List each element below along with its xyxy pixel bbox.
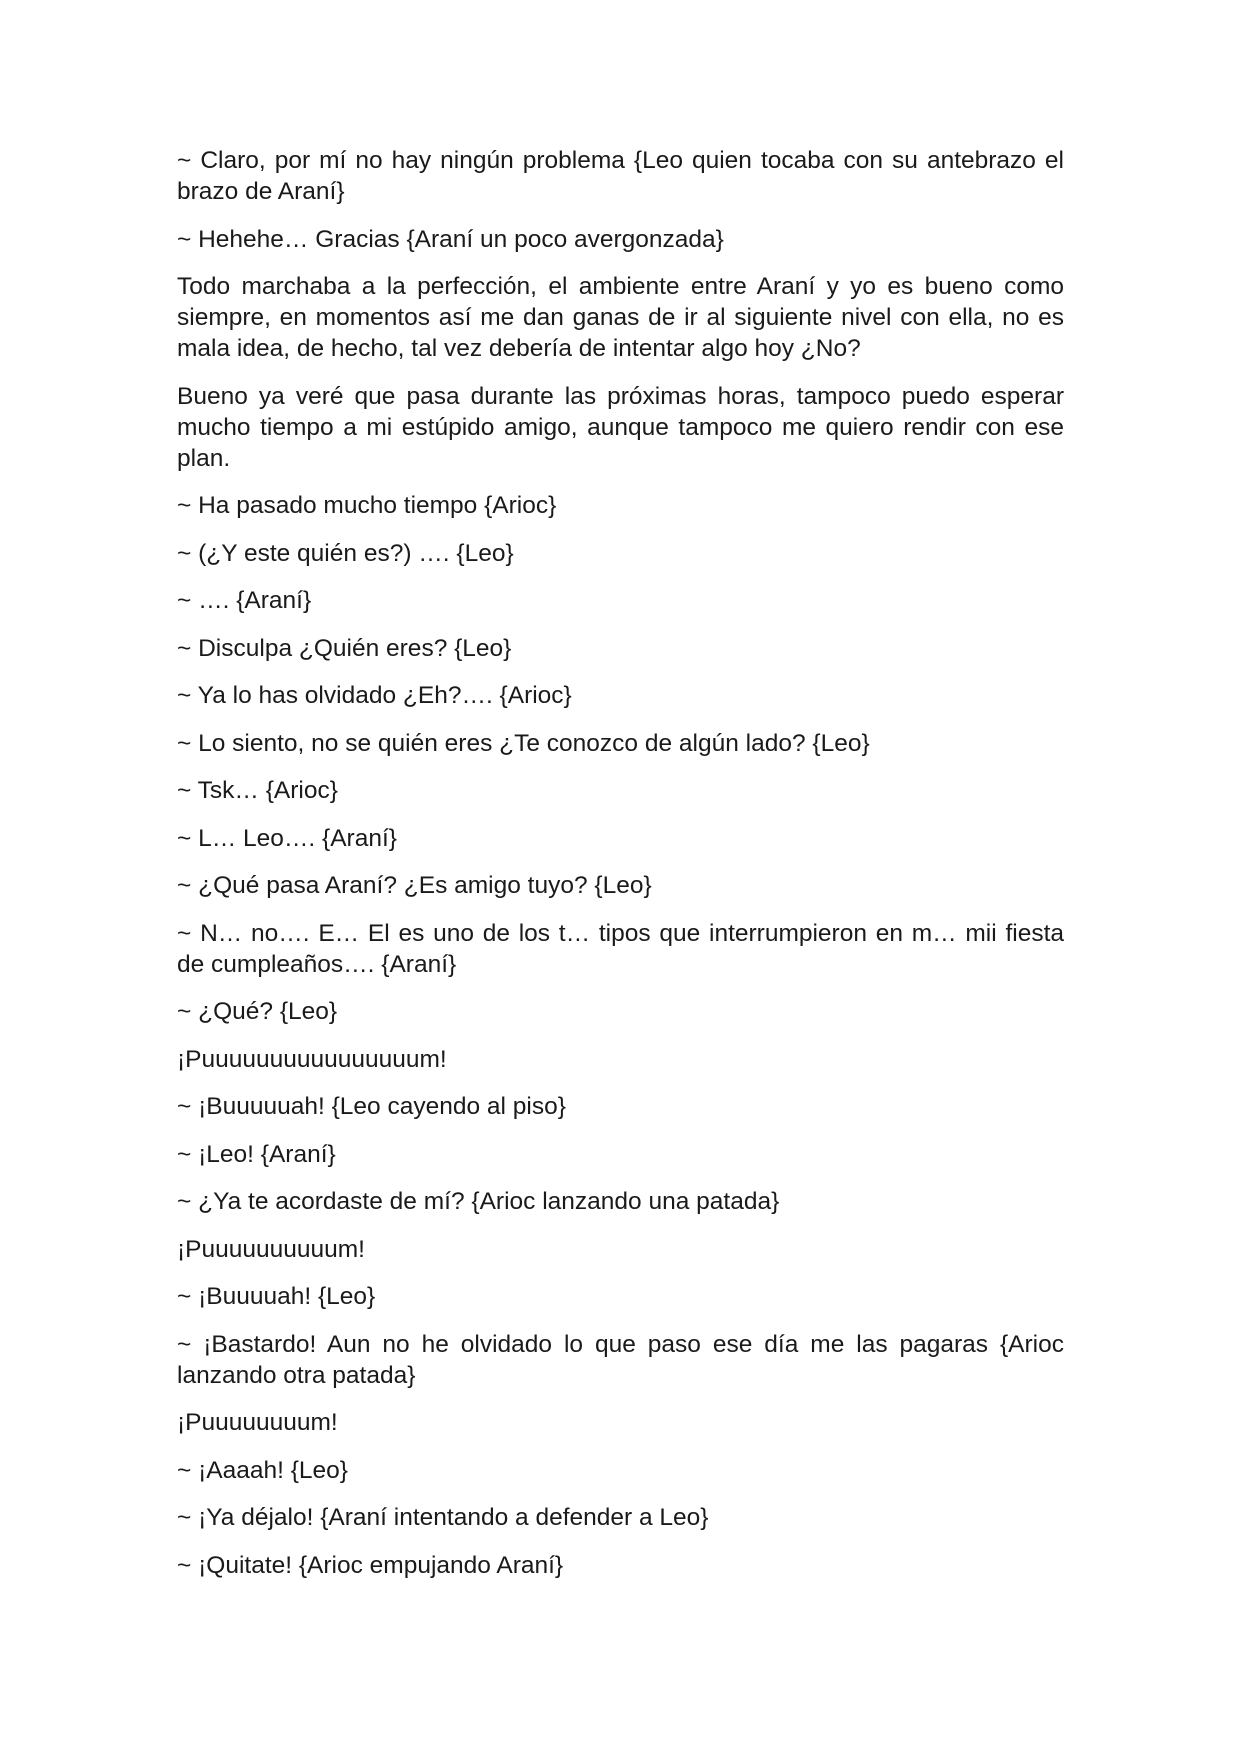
paragraph-5: ~ Ha pasado mucho tiempo {Arioc}: [177, 492, 557, 519]
paragraph-16: ¡Puuuuuuuuuuuuuuuum!: [177, 1045, 447, 1073]
paragraph-8: ~ Disculpa ¿Quién eres? {Leo}: [177, 634, 512, 662]
paragraph-20: ¡Puuuuuuuuuum!: [177, 1235, 365, 1263]
paragraph-18: ~ ¡Leo! {Araní}: [177, 1140, 336, 1168]
paragraph-21: ~ ¡Buuuuah! {Leo}: [177, 1283, 376, 1310]
paragraph-2: ~ Hehehe… Gracias {Araní un poco avergonzada}: [177, 225, 724, 253]
paragraph-15: ~ ¿Qué? {Leo}: [177, 998, 338, 1025]
paragraph-17: ~ ¡Buuuuuah! {Leo cayendo al piso}: [177, 1093, 566, 1120]
paragraph-7: ~ …. {Araní}: [177, 587, 312, 614]
paragraph-14: ~ N… no…. E… El es uno de los t… tipos que interrumpieron en m… mii fiesta de cumpleaños…. {Araní}: [177, 919, 1064, 978]
paragraph-6: ~ (¿Y este quién es?) …. {Leo}: [177, 539, 514, 567]
paragraph-3: Todo marchaba a la perfección, el ambiente entre Araní y yo es bueno como siempre, en momentos así me dan ganas de ir al siguiente nivel con ella, no es mala idea, de hecho, tal vez debería de intentar algo hoy ¿No?: [177, 273, 1064, 362]
paragraph-9: ~ Ya lo has olvidado ¿Eh?…. {Arioc}: [177, 682, 572, 709]
paragraph-11: ~ Tsk… {Arioc}: [177, 777, 338, 804]
paragraph-4: Bueno ya veré que pasa durante las próximas horas, tampoco puedo esperar mucho tiempo a mi estúpido amigo, aunque tampoco me quiero rendir con ese plan.: [177, 382, 1064, 472]
paragraph-23: ¡Puuuuuuuum!: [177, 1409, 338, 1436]
paragraph-26: ~ ¡Quitate! {Arioc empujando Araní}: [177, 1551, 564, 1579]
document-body: [177, 145, 1064, 1581]
paragraph-1: ~ Claro, por mí no hay ningún problema {Leo quien tocaba con su antebrazo el brazo de Araní}: [177, 147, 1064, 205]
paragraph-13: ~ ¿Qué pasa Araní? ¿Es amigo tuyo? {Leo}: [177, 872, 652, 899]
paragraph-24: ~ ¡Aaaah! {Leo}: [177, 1456, 348, 1484]
paragraph-19: ~ ¿Ya te acordaste de mí? {Arioc lanzando una patada}: [177, 1188, 780, 1215]
paragraph-10: ~ Lo siento, no se quién eres ¿Te conozco de algún lado? {Leo}: [177, 729, 870, 757]
paragraph-25: ~ ¡Ya déjalo! {Araní intentando a defender a Leo}: [177, 1504, 709, 1531]
paragraph-12: ~ L… Leo…. {Araní}: [177, 824, 397, 852]
paragraph-22: ~ ¡Bastardo! Aun no he olvidado lo que paso ese día me las pagaras {Arioc lanzando otra patada}: [177, 1330, 1064, 1389]
